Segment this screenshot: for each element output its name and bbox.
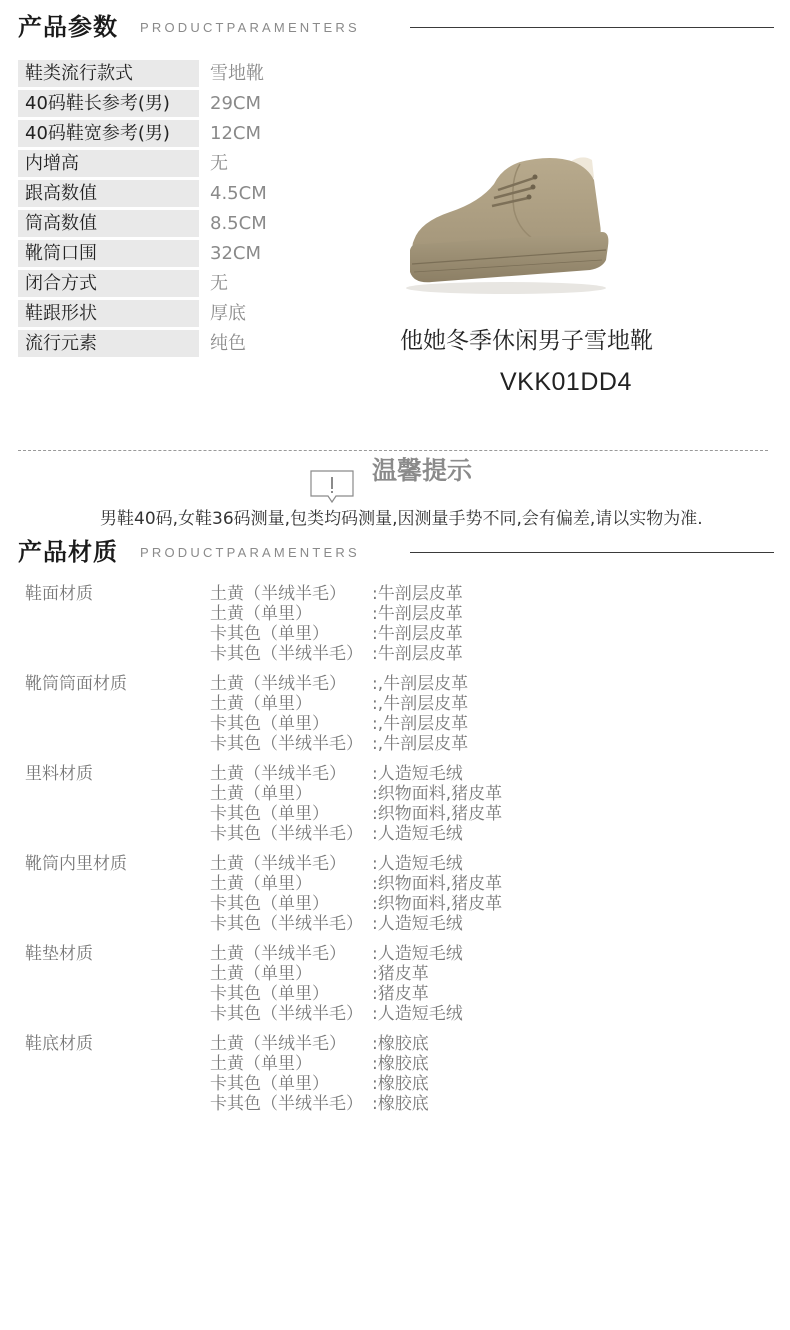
material-color: 土黄（半绒半毛） [210, 854, 346, 874]
params-section-header [18, 12, 774, 42]
material-value: :橡胶底 [372, 1054, 429, 1074]
material-color: 卡其色（半绒半毛） [210, 1004, 363, 1024]
spec-row [18, 210, 418, 237]
material-color: 卡其色（单里） [210, 804, 329, 824]
spec-value: 29CM [210, 93, 262, 114]
section-subtitle: PRODUCTPARAMENTERS [140, 20, 360, 35]
material-value: :人造短毛绒 [372, 1004, 463, 1024]
material-color: 土黄（单里） [210, 784, 312, 804]
spec-row [18, 270, 418, 297]
spec-label: 鞋类流行款式 [18, 60, 199, 87]
material-color: 土黄（单里） [210, 1054, 312, 1074]
section-title: 产品参数 [18, 13, 118, 41]
material-group-name: 靴筒内里材质 [25, 854, 127, 874]
spec-label: 靴筒口围 [18, 240, 199, 267]
product-code: VKK01DD4 [500, 368, 632, 396]
material-color: 卡其色（单里） [210, 894, 329, 914]
material-color: 土黄（单里） [210, 964, 312, 984]
material-group-name: 鞋底材质 [25, 1034, 93, 1054]
material-value: :,牛剖层皮革 [372, 714, 469, 734]
spec-value: 雪地靴 [210, 63, 264, 84]
spec-value: 无 [210, 153, 228, 174]
boot-product-image [402, 150, 617, 300]
notice-title: 温馨提示 [372, 456, 473, 485]
material-color: 卡其色（单里） [210, 984, 329, 1004]
material-value: :人造短毛绒 [372, 944, 463, 964]
material-value: :牛剖层皮革 [372, 604, 463, 624]
spec-row [18, 90, 418, 117]
section-title: 产品材质 [18, 538, 118, 566]
spec-label: 40码鞋宽参考(男) [18, 120, 199, 147]
material-value: :人造短毛绒 [372, 854, 463, 874]
material-color: 卡其色（单里） [210, 1074, 329, 1094]
dashed-divider [18, 450, 768, 451]
spec-value: 纯色 [210, 333, 246, 354]
material-group-name: 鞋面材质 [25, 584, 93, 604]
material-value: :,牛剖层皮革 [372, 674, 469, 694]
material-color: 土黄（半绒半毛） [210, 584, 346, 604]
material-value: :猪皮革 [372, 984, 429, 1004]
material-value: :织物面料,猪皮革 [372, 804, 503, 824]
spec-row [18, 60, 418, 87]
material-color: 土黄（半绒半毛） [210, 764, 346, 784]
material-color: 土黄（单里） [210, 604, 312, 624]
material-value: :牛剖层皮革 [372, 584, 463, 604]
section-divider [410, 27, 774, 28]
material-value: :人造短毛绒 [372, 824, 463, 844]
spec-row [18, 300, 418, 327]
material-value: :人造短毛绒 [372, 764, 463, 784]
product-name: 他她冬季休闲男子雪地靴 [400, 328, 653, 354]
material-color: 土黄（单里） [210, 694, 312, 714]
material-value: :,牛剖层皮革 [372, 694, 469, 714]
material-value: :橡胶底 [372, 1094, 429, 1114]
material-group-name: 里料材质 [25, 764, 93, 784]
material-section-header [18, 537, 774, 567]
material-group-name: 靴筒筒面材质 [25, 674, 127, 694]
spec-value: 32CM [210, 243, 262, 264]
material-color: 卡其色（半绒半毛） [210, 914, 363, 934]
exclamation-speech-icon [310, 470, 354, 504]
spec-label: 内增高 [18, 150, 199, 177]
spec-value: 4.5CM [210, 183, 267, 204]
material-value: :猪皮革 [372, 964, 429, 984]
material-color: 土黄（半绒半毛） [210, 674, 346, 694]
material-color: 土黄（单里） [210, 874, 312, 894]
spec-value: 8.5CM [210, 213, 267, 234]
spec-label: 筒高数值 [18, 210, 199, 237]
material-color: 卡其色（半绒半毛） [210, 644, 363, 664]
spec-row [18, 180, 418, 207]
spec-row [18, 150, 418, 177]
spec-label: 流行元素 [18, 330, 199, 357]
spec-row [18, 240, 418, 267]
material-value: :橡胶底 [372, 1074, 429, 1094]
material-color: 卡其色（半绒半毛） [210, 734, 363, 754]
spec-value: 厚底 [210, 303, 246, 324]
material-group-name: 鞋垫材质 [25, 944, 93, 964]
material-color: 卡其色（半绒半毛） [210, 824, 363, 844]
material-value: :织物面料,猪皮革 [372, 874, 503, 894]
material-value: :人造短毛绒 [372, 914, 463, 934]
material-color: 卡其色（单里） [210, 624, 329, 644]
spec-value: 无 [210, 273, 228, 294]
spec-row [18, 330, 418, 357]
notice-text: 男鞋40码,女鞋36码测量,包类均码测量,因测量手势不同,会有偏差,请以实物为准. [100, 509, 703, 529]
material-color: 土黄（半绒半毛） [210, 944, 346, 964]
material-value: :,牛剖层皮革 [372, 734, 469, 754]
material-value: :牛剖层皮革 [372, 624, 463, 644]
spec-label: 鞋跟形状 [18, 300, 199, 327]
material-value: :橡胶底 [372, 1034, 429, 1054]
spec-row [18, 120, 418, 147]
material-color: 卡其色（单里） [210, 714, 329, 734]
spec-label: 跟高数值 [18, 180, 199, 207]
material-color: 卡其色（半绒半毛） [210, 1094, 363, 1114]
section-divider [410, 552, 774, 553]
spec-label: 40码鞋长参考(男) [18, 90, 199, 117]
spec-value: 12CM [210, 123, 262, 144]
material-value: :织物面料,猪皮革 [372, 784, 503, 804]
material-color: 土黄（半绒半毛） [210, 1034, 346, 1054]
spec-label: 闭合方式 [18, 270, 199, 297]
section-subtitle: PRODUCTPARAMENTERS [140, 545, 360, 560]
material-value: :牛剖层皮革 [372, 644, 463, 664]
material-value: :织物面料,猪皮革 [372, 894, 503, 914]
